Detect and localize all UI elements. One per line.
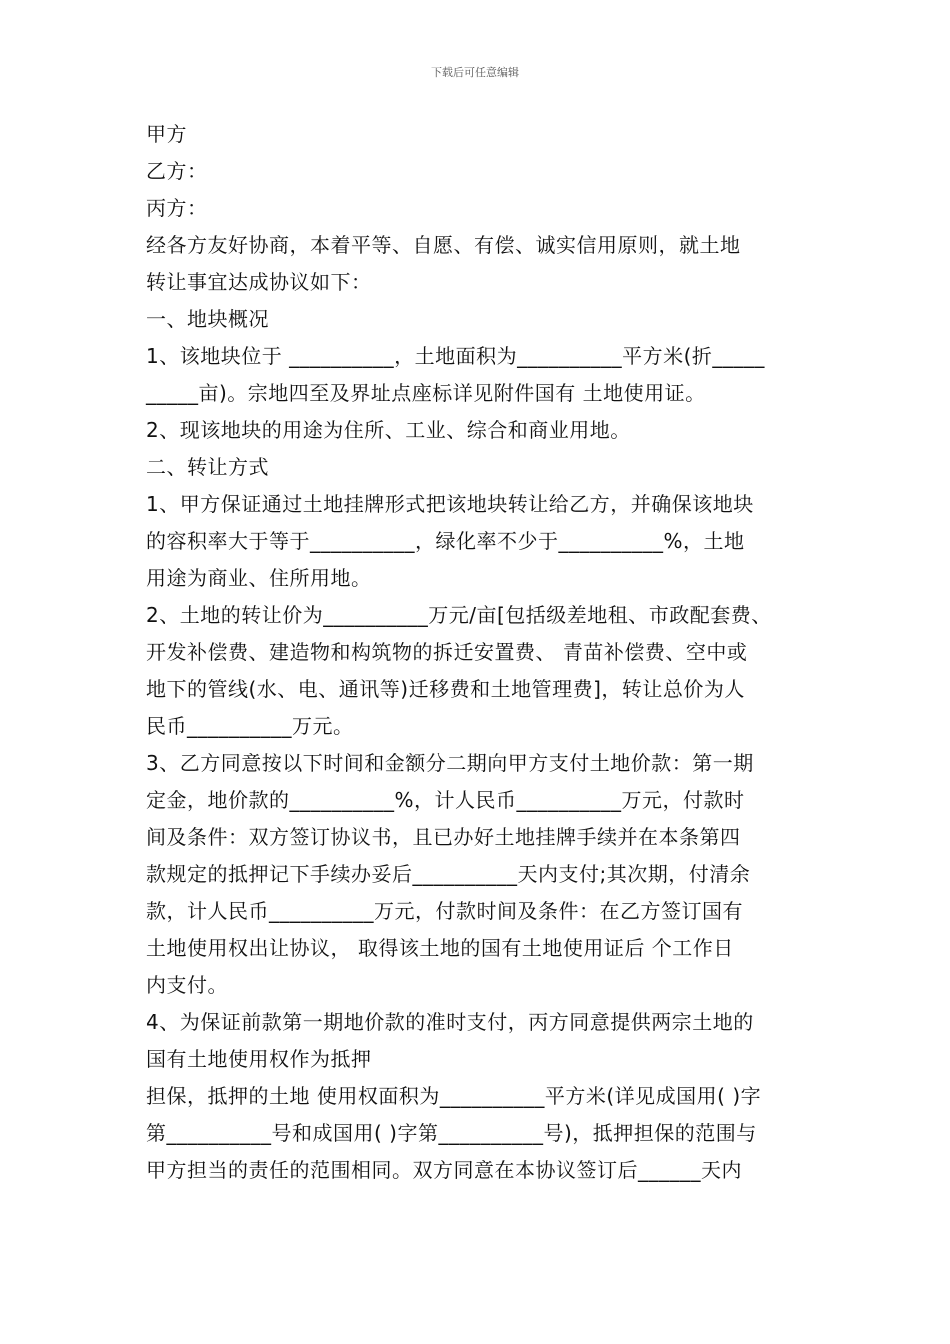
- text-line: 内支付。: [146, 973, 228, 997]
- text-line: 定金，地价款的__________%，计人民币__________万元，付款时: [146, 788, 745, 812]
- section-heading: 二、转让方式: [146, 455, 269, 479]
- text-line: 第__________号和成国用( )字第__________号)，抵押担保的范围与: [146, 1121, 757, 1145]
- text-line: 3、乙方同意按以下时间和金额分二期向甲方支付土地价款：第一期: [146, 751, 754, 775]
- text-line: 4、为保证前款第一期地价款的准时支付，丙方同意提供两宗土地的: [146, 1010, 754, 1034]
- text-line: 转让事宜达成协议如下：: [146, 270, 372, 294]
- page-header-note: 下载后可任意编辑: [431, 66, 519, 79]
- text-line: 款，计人民币__________万元，付款时间及条件：在乙方签订国有: [146, 899, 743, 923]
- text-line: 开发补偿费、建造物和构筑物的拆迁安置费、 青苗补偿费、空中或: [146, 640, 748, 664]
- text-line: 1、该地块位于 __________，土地面积为__________平方米(折_____: [146, 344, 765, 368]
- text-line: _____亩)。宗地四至及界址点座标详见附件国有 土地使用证。: [146, 381, 706, 405]
- text-line: 的容积率大于等于__________，绿化率不少于__________%，土地: [146, 529, 745, 553]
- party-b-line: 乙方：: [146, 159, 208, 183]
- text-line: 国有土地使用权作为抵押: [146, 1047, 372, 1071]
- text-line: 土地使用权出让协议， 取得该土地的国有土地使用证后 个工作日: [146, 936, 734, 960]
- text-line: 地下的管线(水、电、通讯等)迁移费和土地管理费]，转让总价为人: [146, 677, 745, 701]
- document-body: [146, 116, 846, 1189]
- text-line: 1、甲方保证通过土地挂牌形式把该地块转让给乙方，并确保该地块: [146, 492, 754, 516]
- party-c-line: 丙方：: [146, 196, 208, 220]
- section-heading: 一、地块概况: [146, 307, 269, 331]
- text-line: 2、土地的转让价为__________万元/亩[包括级差地租、市政配套费、: [146, 603, 772, 627]
- text-line: 民币__________万元。: [146, 714, 354, 738]
- text-line: 间及条件：双方签订协议书，且已办好土地挂牌手续并在本条第四: [146, 825, 741, 849]
- text-line: 甲方担当的责任的范围相同。双方同意在本协议签订后______天内: [146, 1158, 742, 1182]
- text-line: 用途为商业、住所用地。: [146, 566, 372, 590]
- text-line: 经各方友好协商，本着平等、自愿、有偿、诚实信用原则，就土地: [146, 233, 741, 257]
- text-line: 担保，抵押的土地 使用权面积为__________平方米(详见成国用( )字: [146, 1084, 762, 1108]
- party-a-line: 甲方: [146, 122, 187, 146]
- text-line: 2、现该地块的用途为住所、工业、综合和商业用地。: [146, 418, 631, 442]
- text-line: 款规定的抵押记下手续办妥后__________天内支付;其次期，付清余: [146, 862, 751, 886]
